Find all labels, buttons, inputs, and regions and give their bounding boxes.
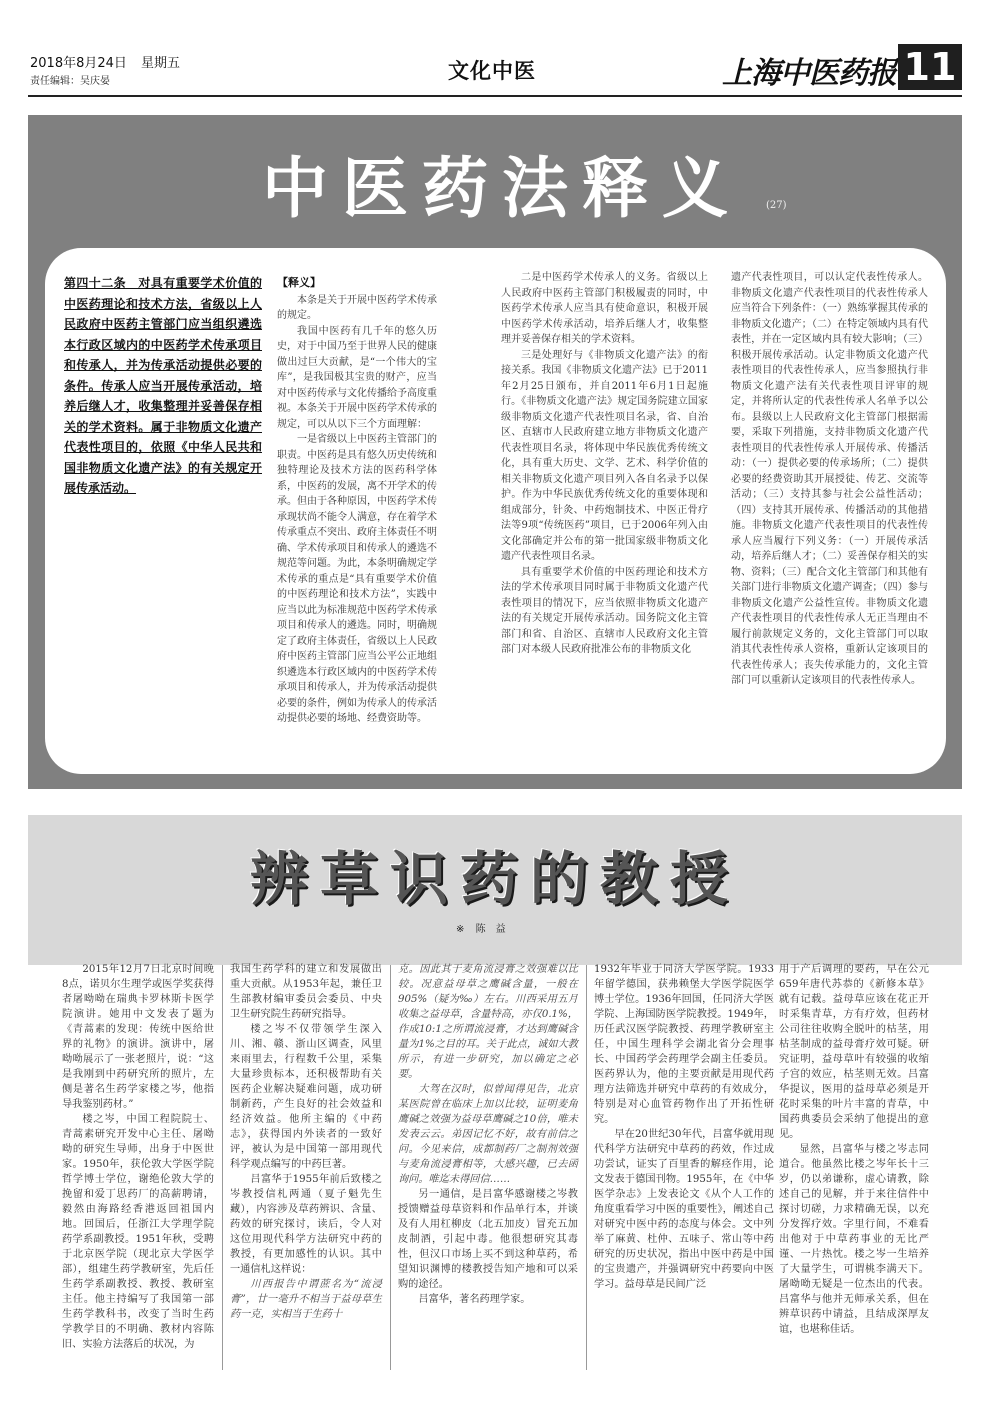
header-rule — [28, 95, 962, 97]
column-divider — [390, 965, 391, 1370]
paragraph: 一是省级以上中医药主管部门的职责。中医药是具有悠久历史传统和独特理论及技术方法的医药科学体系，中医药的发展，离不开学术的传承。但由于各种原因，中医药学术传承现状尚不能令人满意，存在着学术传承重点不突出、政府主体责任不明确、学术传承项目和传承人的遴选不规范等问题。为此，本条明确规定学术传承的重点是“具有重要学术价值的中医药理论和技术方法”，实践中应当以此为标准规范中医药学术传承项目和传承人的遴选。同时，明确规定了政府主体责任，省级以上人民政府中医药主管部门应当公平公正地组织遴选本行政区域内的中医药学术传承项目和传承人，并为传承活动提供必要的条件，例如为传承人的传承活动提供必要的场地、经费资助等。 — [277, 434, 437, 724]
paragraph: 本条是关于开展中医药学术传承的规定。 — [277, 294, 437, 321]
body-column-2 — [230, 962, 382, 1322]
paragraph: 吕富华，著名药理学家。 — [418, 1294, 531, 1305]
body-column-5 — [779, 962, 929, 1337]
column-divider — [222, 965, 223, 1370]
paragraph: 具有重要学术价值的中医药理论和技术方法的学术传承项目同时属于非物质文化遗产代表性项目的情况下，应当依照非物质文化遗产法的有关规定开展传承活动。国务院文化主管部门和省、自治区、直辖市人民政府文化主管部门对本级人民政府批准公布的非物质文化 — [501, 566, 708, 655]
date-text: 2018年8月24日 — [30, 56, 127, 71]
interpretation-column-1 — [277, 275, 437, 727]
issue-date — [30, 52, 190, 71]
top-article-title: 中医药法释义 — [262, 150, 742, 227]
paragraph: 吕富华于1955年前后致楼之岑教授信札两通（夏子魁先生藏），内容涉及草药辨识、含量、药效的研究探讨，读后，令人对这位用现代科学方法研究中药的教授，有更加感性的认识。其中一通信札这样说： — [230, 1174, 382, 1275]
quoted-letter: 川西报告中谓蔗名为“流浸膏”，廿一毫升不相当于益母草生药一克，实相当于生药十 — [230, 1279, 382, 1320]
page-number: 11 — [898, 44, 962, 90]
interpretation-label: 【释义】 — [277, 276, 321, 289]
paragraph: 二是中医药学术传承人的义务。省级以上人民政府中医药主管部门积极履责的同时，中医药学术传承人应当具有使命意识，积极开展中医药学术传承活动，培养后继人才，收集整理并妥善保存相关的学术资料。 — [501, 272, 708, 345]
paragraph: 遗产代表性项目，可以认定代表性传承人。非物质文化遗产代表性项目的代表性传承人应当符合下列条件：（一）熟练掌握其传承的非物质文化遗产；（二）在特定领域内具有代表性，并在一定区域内具有较大影响；（三）积极开展传承活动。认定非物质文化遗产代表性项目的代表性传承人，应当参照执行非物质文化遗产法有关代表性项目评审的规定，并将所认定的代表性传承人名单予以公布。县级以上人民政府文化主管部门根据需要，采取下列措施，支持非物质文化遗产代表性项目的代表性传承人开展传承、传播活动：（一）提供必要的传承场所；（二）提供必要的经费资助其开展授徒、传艺、交流等活动；（三）支持其参与社会公益性活动；（四）支持其开展传承、传播活动的其他措施。非物质文化遗产代表性项目的代表性传承人应当履行下列义务：（一）开展传承活动，培养后继人才；（二）妥善保存相关的实物、资料；（三）配合文化主管部门和其他有关部门进行非物质文化遗产调查；（四）参与非物质文化遗产公益性宣传。非物质文化遗产代表性项目的代表性传承人无正当理由不履行前款规定义务的，文化主管部门可以取消其代表性传承人资格，重新认定该项目的代表性传承人；丧失传承能力的，文化主管部门可以重新认定该项目的代表性传承人。 — [731, 272, 928, 686]
weekday-text: 星期五 — [141, 56, 181, 71]
paragraph: 我国中医药有几千年的悠久历史，对于中国乃至于世界人民的健康做出过巨大贡献，是“一个伟大的宝库”，是我国极其宝贵的财产，应当对中医药传承与文化传播给予高度重视。本条关于开展中医药学术传承的规定，可以从以下三个方面理解： — [277, 325, 437, 430]
paragraph: 2015年12月7日北京时间晚8点，诺贝尔生理学或医学奖获得者屠呦呦在瑞典卡罗林斯卡医学院演讲。她用中文发表了题为《青蒿素的发现：传统中医给世界的礼物》的演讲。演讲中，屠呦呦展示了一张老照片，说：“这是我刚到中药研究所的照片，左侧是著名生药学家楼之岑，他指导我鉴别药材。” — [62, 964, 214, 1110]
bottom-article-title: 辨草识药的教授 — [250, 845, 741, 913]
paragraph: 另一通信，是吕富华感谢楼之岑教授馈赠益母草资料和作品单行本，并谈及有人用杠柳皮（北五加皮）冒充五加皮制酒，引起中毒。他很想研究其毒性，但汉口市场上买不到这种草药，希望知识渊博的楼教授告知产地和可以采购的途径。 — [398, 1189, 578, 1290]
body-column-3 — [398, 962, 578, 1307]
section-title: 文化中医 — [448, 59, 536, 83]
paragraph: 三是处理好与《非物质文化遗产法》的衔接关系。我国《非物质文化遗产法》已于2011年2月25日颁布，并自2011年6月1日起施行。《非物质文化遗产法》规定国务院建立国家级非物质文化遗产代表性项目名录，省、自治区、直辖市人民政府建立地方非物质文化遗产代表性项目名录，将体现中华民族优秀传统文化，具有重大历史、文学、艺术、科学价值的相关非物质文化遗产项目列入各自名录予以保护。作为中华民族优秀传统文化的重要体现和组成部分，针灸、中药炮制技术、中医正骨疗法等9项“传统医药”项目，已于2006年列入由文化部确定并公布的第一批国家级非物质文化遗产代表性项目名录。 — [501, 349, 708, 562]
paragraph: 显然，吕富华与楼之岑志同道合。他虽然比楼之岑年长十三岁，仍以弟谦称，虚心请教，除述自己的见解，并于来往信件中探讨切磋，力求精确无误，以充分发挥疗效。字里行间，不难看出他对于中草药事业的无比严谨、一片热忱。楼之岑一生培养了大量学生，可谓桃李满天下。屠呦呦无疑是一位杰出的代表。吕富华与他并无师承关系，但在辨草识药中请益，且结成深厚友谊，也堪称佳话。 — [779, 1144, 929, 1335]
author-name: 陈 益 — [475, 924, 506, 935]
article-42-text: 第四十二条 对具有重要学术价值的中医药理论和技术方法，省级以上人民政府中医药主管部门应当组织遴选本行政区域内的中医药学术传承项目和传承人，并为传承活动提供必要的条件。传承人应当开展传承活动，培养后继人才，收集整理并妥善保存相关的学术资料。属于非物质文化遗产代表性项目的，依照《中华人民共和国非物质文化遗产法》的有关规定开展传承活动。 — [64, 276, 262, 495]
body-column-1 — [62, 962, 214, 1352]
newspaper-logo: 上海中医药报 — [722, 56, 896, 91]
interpretation-column-2 — [501, 270, 708, 658]
quoted-letter: 克。因此其于麦角流浸膏之效强难以比较。况意益母草之鹰碱含量，一般在905%（疑为‰）左右。川西采用五月收集之益母草，含量特高，亦仅0.1%，作成10:1之所谓流浸膏，才达到鹰碱含量为1%之目的耳。关于此点，诚如大教所示，有进一步研究，加以确定之必要。 — [398, 964, 578, 1080]
paragraph: 早在20世纪30年代，吕富华就用现代科学方法研究中草药的药效，作过成功尝试，证实了百里香的解痉作用，论文发表于德国刊物。1955年，在《中华医学杂志》上发表论文《从个人工作的角度重看学习中医的重要性》，阐述自己对研究中医中药的态度与体会。文中列举了麻黄、杜仲、五味子、常山等中药研究的历史状况，指出中医中药是中国的宝贵遗产，并强调研究中药要向中医学习。益母草是民间广泛 — [594, 1129, 774, 1290]
quoted-letter: 大驾在汉时，似曾闻得见告，北京某医院曾在临床上加以比较，证明麦角鹰碱之效强为益母草鹰碱之10倍，唯未发表云云。弟因记忆不好，故有前信之问。今见来信，成都制药厂之制剂效强与麦角流浸膏相等，大感兴趣，已去函询问。唯迄未得回信…… — [398, 1084, 578, 1185]
body-column-4 — [594, 962, 774, 1292]
column-divider — [586, 965, 587, 1370]
paragraph: 楼之岑不仅带领学生深入川、湘、赣、浙山区调查，风里来雨里去，行程数千公里，采集大量珍贵标本，还积极帮助有关医药企业解决疑难问题，成功研制新药，产生良好的社会效益和经济效益。他所主编的《中药志》，获得国内外读者的一致好评，被认为是中国第一部用现代科学观点编写的中药巨著。 — [230, 1024, 382, 1170]
paragraph: 楼之岑，中国工程院院士、青蒿素研究开发中心主任、屠呦呦的研究生导师，出身于中医世家。1950年，获伦敦大学医学院哲学博士学位，谢绝伦敦大学的挽留和爱丁思药厂的高薪聘请，毅然由海路经香港返回祖国内地。回国后，任浙江大学理学院药学系副教授。1951年秋，受聘于北京医学院（现北京大学医学部），组建生药学教研室，先后任生药学系副教授、教授、教研室主任。他主持编写了我国第一部生药学教科书，改变了当时生药学教学目的不明确、教材内容陈旧、实验方法落后的状况，为 — [62, 1114, 214, 1350]
paragraph: 用于产后调理的要药，早在公元659年唐代苏恭的《新修本草》就有记载。益母草应该在花正开时采集青草，方有疗效，但药材公司往往收购全脱叶的枯茎，用枯茎制成的益母膏疗效可疑。研究证明，益母草叶有较强的收缩子宫的效应，枯茎则无效。吕富华提议，医用的益母草必须是开花时采集的叶片丰富的青草，中国药典委员会采纳了他提出的意见。 — [779, 964, 929, 1140]
paragraph: 1932年毕业于同济大学医学院。1933年留学德国，获弗赖堡大学医学院医学博士学位。1936年回国，任同济大学医学院、上海国防医学院教授。1949年，历任武汉医学院教授、药理学教研室主任，中国生理科学会湖北省分会理事长、中国药学会药理学会副主任委员。医药界认为，他的主要贡献是用现代药理方法筛选并研究中草药的有效成分，特别是对心血管药物作出了开拓性研究。 — [594, 964, 774, 1125]
byline-mark: ※ — [456, 924, 465, 935]
paragraph: 我国生药学科的建立和发展做出重大贡献。从1953年起，兼任卫生部教材编审委员会委员、中央卫生研究院生药研究指导。 — [230, 964, 382, 1020]
author-byline — [456, 920, 506, 935]
editor-credit: 责任编辑：吴庆晏 — [30, 76, 110, 87]
top-article-series-number: (27) — [766, 200, 787, 211]
interpretation-column-3 — [731, 270, 928, 689]
